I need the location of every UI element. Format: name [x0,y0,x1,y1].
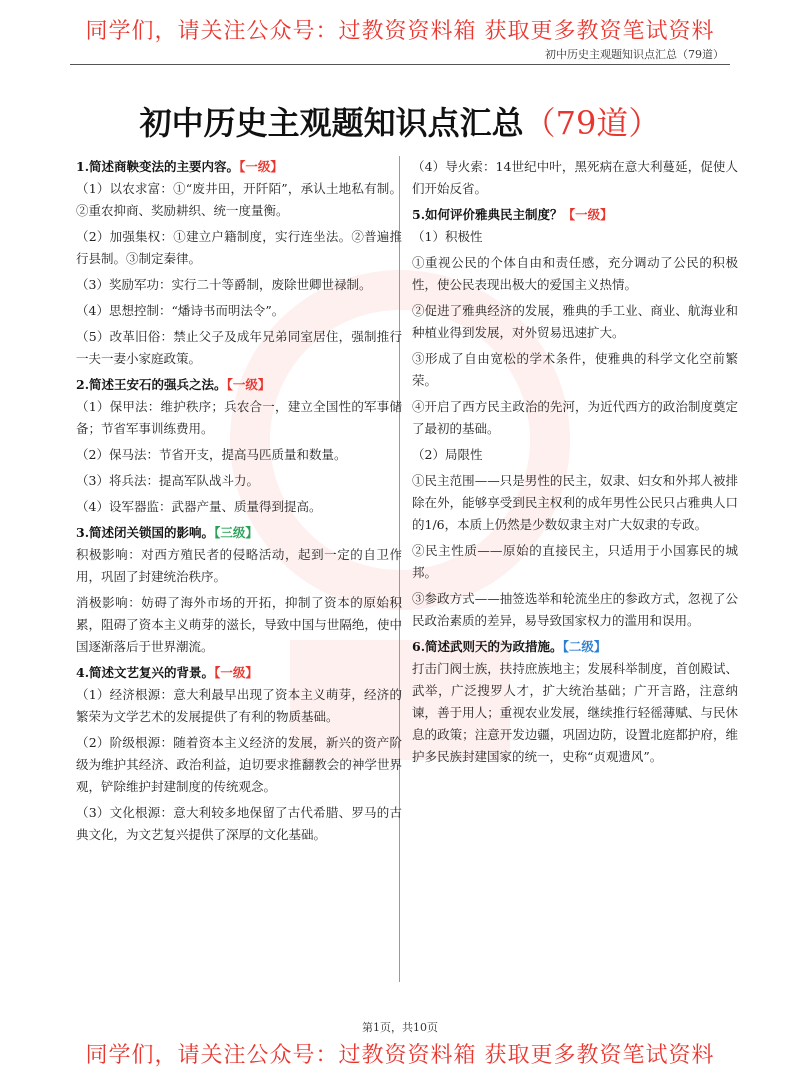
running-header: 初中历史主观题知识点汇总（79道） [545,48,724,61]
question-1-level: 【一级】 [239,159,283,174]
promo-banner-bottom: 同学们，请关注公众号：过教资资料箱 获取更多教资笔试资料 [85,1043,715,1068]
answer-paragraph: （1）保甲法：维护秩序；兵农合一，建立全国性的军事储备；节省军事训练费用。 [76,399,402,436]
answer-paragraph: ①重视公民的个体自由和责任感，充分调动了公民的积极性，使公民表现出极大的爱国主义热情。 [412,255,738,292]
question-3-title [76,522,402,544]
answer-paragraph: （2）加强集权：①建立户籍制度，实行连坐法。②普遍推行县制。③制定秦律。 [76,229,402,266]
answer-paragraph: ③参政方式——抽签选举和轮流坐庄的参政方式，忽视了公民政治素质的差异，易导致国家权力的滥用和误用。 [412,591,738,628]
question-2-level: 【一级】 [226,377,271,392]
page-title-text: 初中历史主观题知识点汇总 [139,104,524,142]
page-title [0,98,800,144]
question-6-title [412,636,738,658]
page-title-count: （79道） [523,104,661,142]
promo-banner-top: 同学们，请关注公众号：过教资资料箱 获取更多教资笔试资料 [85,19,715,44]
answer-subheading: （2）局限性 [412,447,483,462]
answer-paragraph: ④开启了西方民主政治的先河，为近代西方的政治制度奠定了最初的基础。 [412,399,738,436]
question-6-level: 【二级】 [562,639,607,654]
question-3-level: 【三级】 [214,525,258,540]
answer-paragraph: 积极影响：对西方殖民者的侵略活动，起到一定的自卫作用，巩固了封建统治秩序。 [76,547,402,584]
answer-subheading: （1）积极性 [412,229,483,244]
answer-paragraph: （4）思想控制：“燔诗书而明法令”。 [76,303,285,318]
question-6 [412,636,738,768]
answer-paragraph: （1）经济根源：意大利最早出现了资本主义萌芽，经济的繁荣为文学艺术的发展提供了有利的物质基础。 [76,687,402,724]
question-6-title-text: 6.简述武则天的为政措施。 [412,639,563,654]
answer-paragraph: ③形成了自由宽松的学术条件，使雅典的科学文化空前繁荣。 [412,351,738,388]
answer-paragraph: （3）奖励军功：实行二十等爵制，废除世卿世禄制。 [76,277,372,292]
page-number: 第1页，共10页 [362,1021,438,1034]
answer-paragraph: （2）阶级根源：随着资本主义经济的发展，新兴的资产阶级为维护其经济、政治利益，迫切要求推翻教会的神学世界观，铲除维护封建制度的传统观念。 [76,735,402,794]
question-1-title [76,156,402,178]
answer-paragraph: ②民主性质——原始的直接民主，只适用于小国寡民的城邦。 [412,543,738,580]
question-5-level: 【一级】 [562,207,613,222]
answer-paragraph: 打击门阀士族，扶持庶族地主；发展科举制度，首创殿试、武举，广泛搜罗人才，扩大统治基础；广开言路，注意纳谏，善于用人；重视农业发展，继续推行轻徭薄赋、与民休息的政策；注意开发边疆，巩固边防，设置北庭都护府，维护多民族封建国家的统一，史称“贞观遗风”。 [412,661,738,764]
answer-paragraph: （3）文化根源：意大利较多地保留了古代希腊、罗马的古典文化，为文艺复兴提供了深厚的文化基础。 [76,805,402,842]
question-3 [76,522,402,658]
question-1 [76,156,402,370]
answer-paragraph: （2）保马法：节省开支，提高马匹质量和数量。 [76,447,347,462]
header-rule [70,64,730,65]
question-2 [76,374,402,518]
question-4-title [76,662,402,684]
question-2-title-text: 2.简述王安石的强兵之法。 [76,377,227,392]
right-column [412,156,738,772]
left-column [76,156,402,850]
question-2-title [76,374,402,396]
question-5 [412,204,738,632]
question-5-title-text: 5.如何评价雅典民主制度？ [412,207,563,222]
question-4 [76,662,402,846]
answer-paragraph: （5）改革旧俗：禁止父子及成年兄弟同室居住，强制推行一夫一妻小家庭政策。 [76,329,402,366]
question-4-level: 【一级】 [214,665,258,680]
answer-paragraph: 消极影响：妨碍了海外市场的开拓，抑制了资本的原始积累，阻碍了资本主义萌芽的滋长，导致中国与世隔绝，使中国逐渐落后于世界潮流。 [76,595,402,654]
question-1-title-text: 1.简述商鞅变法的主要内容。 [76,159,240,174]
question-4-continued: （4）导火索：14世纪中叶，黑死病在意大利蔓延，促使人们开始反省。 [412,159,738,196]
question-3-title-text: 3.简述闭关锁国的影响。 [76,525,215,540]
answer-paragraph: （4）设军器监：武器产量、质量得到提高。 [76,499,322,514]
answer-paragraph: ①民主范围——只是男性的民主，奴隶、妇女和外邦人被排除在外，能够享受到民主权利的成年男性公民只占雅典人口的1/6，本质上仍然是少数奴隶主对广大奴隶的专政。 [412,473,738,532]
answer-paragraph: （1）以农求富：①“废井田，开阡陌”，承认土地私有制。②重农抑商、奖励耕织、统一度量衡。 [76,181,402,218]
question-4-title-text: 4.简述文艺复兴的背景。 [76,665,215,680]
answer-paragraph: （3）将兵法：提高军队战斗力。 [76,473,259,488]
answer-paragraph: ②促进了雅典经济的发展，雅典的手工业、商业、航海业和种植业得到发展，对外贸易迅速扩大。 [412,303,738,340]
question-5-title [412,204,738,226]
